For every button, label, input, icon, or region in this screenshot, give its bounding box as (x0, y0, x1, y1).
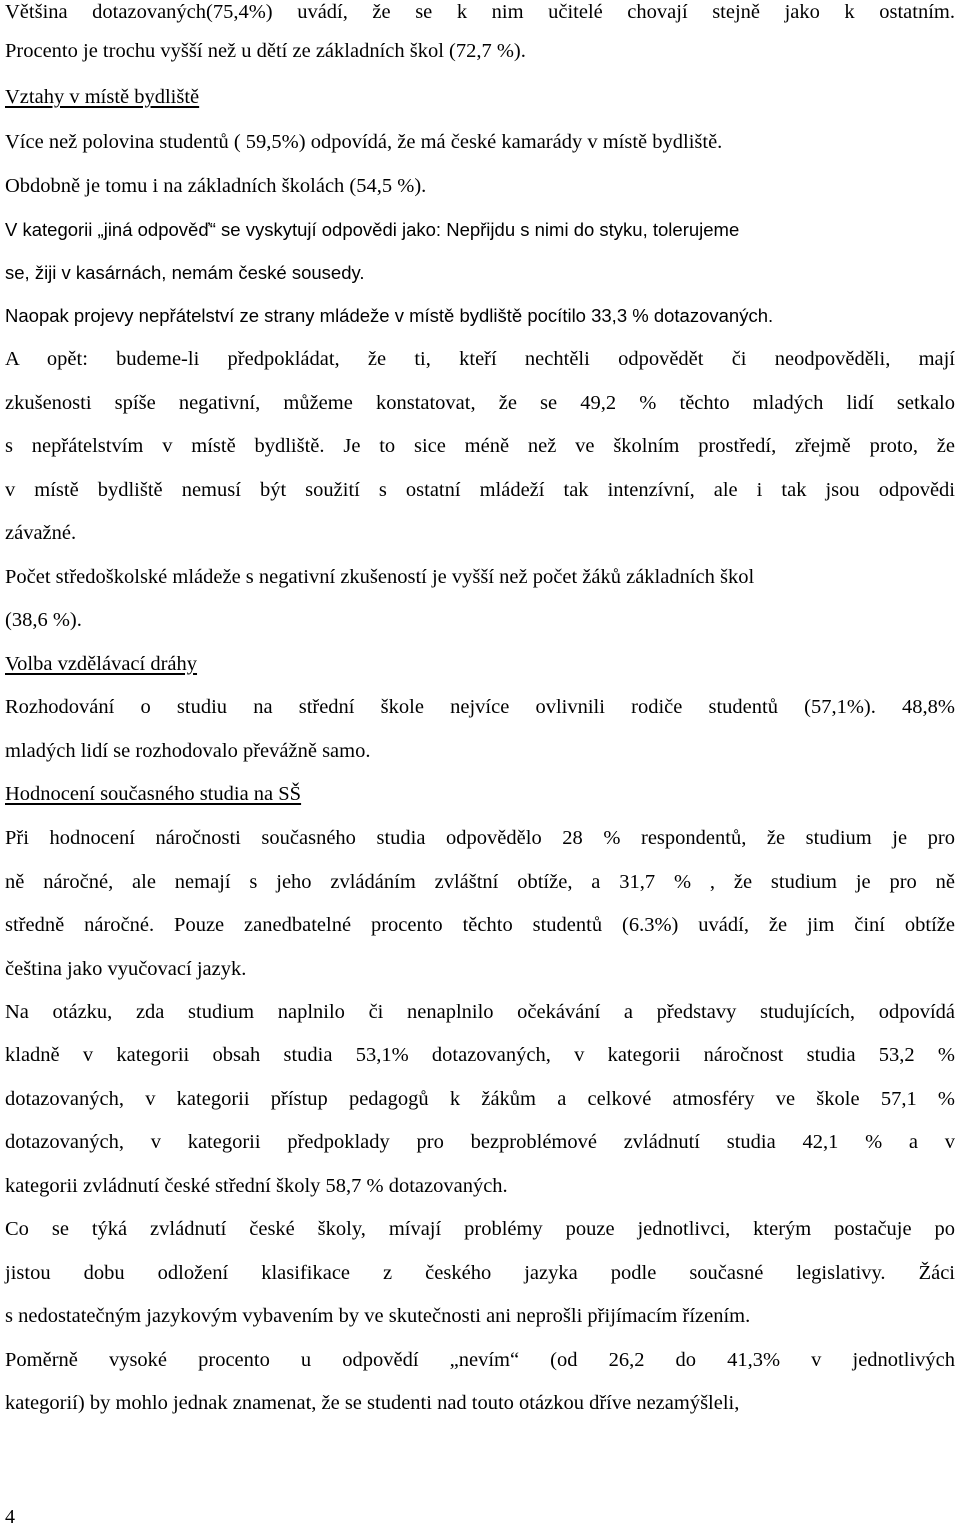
text-line: Obdobně je tomu i na základních školách (54,5 %). (5, 175, 427, 197)
text-line: (38,6 %). (5, 609, 82, 631)
text-line: zkušenosti spíše negativní, můžeme konstatovat, že se 49,2 % těchto mladých lidí setkalo (5, 392, 955, 414)
text-line: Co se týká zvládnutí české školy, mívají problémy pouze jednotlivci, kterým postačuje po (5, 1218, 955, 1240)
text-line: A opět: budeme-li předpokládat, že ti, kteří nechtěli odpovědět či neodpověděli, mají (5, 348, 955, 370)
section-heading: Volba vzdělávací dráhy (5, 653, 198, 675)
text-line: Většina dotazovaných(75,4%) uvádí, že se k nim učitelé chovají stejně jako k ostatním. (5, 1, 955, 23)
section-heading: Hodnocení současného studia na SŠ (5, 783, 302, 805)
text-line: Počet středoškolské mládeže s negativní zkušeností je vyšší než počet žáků základních škol (5, 566, 755, 588)
text-line: se, žiji v kasárnách, nemám české sousedy. (5, 262, 365, 283)
text-line: V kategorii „jiná odpověď“ se vyskytují odpovědi jako: Nepřijdu s nimi do styku, tolerujeme (5, 219, 740, 240)
text-line: kladně v kategorii obsah studia 53,1% dotazovaných, v kategorii náročnost studia 53,2 % (5, 1044, 955, 1066)
text-line: čeština jako vyučovací jazyk. (5, 958, 247, 980)
text-line: v místě bydliště nemusí být soužití s ostatní mládeží tak intenzívní, ale i tak jsou odpovědi (5, 479, 955, 501)
text-line: s nepřátelstvím v místě bydliště. Je to sice méně než ve školním prostředí, zřejmě proto, že (5, 435, 955, 457)
text-line: Při hodnocení náročnosti současného studia odpovědělo 28 % respondentů, že studium je pro (5, 827, 955, 849)
text-line: Poměrně vysoké procento u odpovědí „nevím“ (od 26,2 do 41,3% v jednotlivých (5, 1349, 955, 1371)
text-line: Procento je trochu vyšší než u dětí ze základních škol (72,7 %). (5, 40, 526, 62)
page-number: 4 (5, 1506, 15, 1528)
text-line: závažné. (5, 522, 77, 544)
text-line: mladých lidí se rozhodovalo převážně samo. (5, 740, 371, 762)
text-line: kategorií) by mohlo jednak znamenat, že se studenti nad touto otázkou dříve nezamýšleli, (5, 1392, 740, 1414)
text-line: kategorii zvládnutí české střední školy 58,7 % dotazovaných. (5, 1175, 508, 1197)
text-line: ně náročné, ale nemají s jeho zvládáním zvláštní obtíže, a 31,7 % , že studium je pro ně (5, 871, 955, 893)
section-heading: Vztahy v místě bydliště (5, 86, 200, 108)
text-line: dotazovaných, v kategorii předpoklady pro bezproblémové zvládnutí studia 42,1 % a v (5, 1131, 955, 1153)
text-line: Naopak projevy nepřátelství ze strany mládeže v místě bydliště pocítilo 33,3 % dotazovaných. (5, 305, 774, 326)
text-line: Více než polovina studentů ( 59,5%) odpovídá, že má české kamarády v místě bydliště. (5, 131, 723, 153)
text-line: s nedostatečným jazykovým vybavením by ve skutečnosti ani neprošli přijímacím řízením. (5, 1305, 751, 1327)
text-line: středně náročné. Pouze zanedbatelné procento těchto studentů (6.3%) uvádí, že jim činí obtíže (5, 914, 955, 936)
text-line: jistou dobu odložení klasifikace z českého jazyka podle současné legislativy. Žáci (5, 1262, 955, 1284)
text-line: Rozhodování o studiu na střední škole nejvíce ovlivnili rodiče studentů (57,1%). 48,8% (5, 696, 955, 718)
text-line: Na otázku, zda studium naplnilo či nenaplnilo očekávání a představy studujících, odpovídá (5, 1001, 955, 1023)
text-line: dotazovaných, v kategorii přístup pedagogů k žákům a celkové atmosféry ve škole 57,1 % (5, 1088, 955, 1110)
